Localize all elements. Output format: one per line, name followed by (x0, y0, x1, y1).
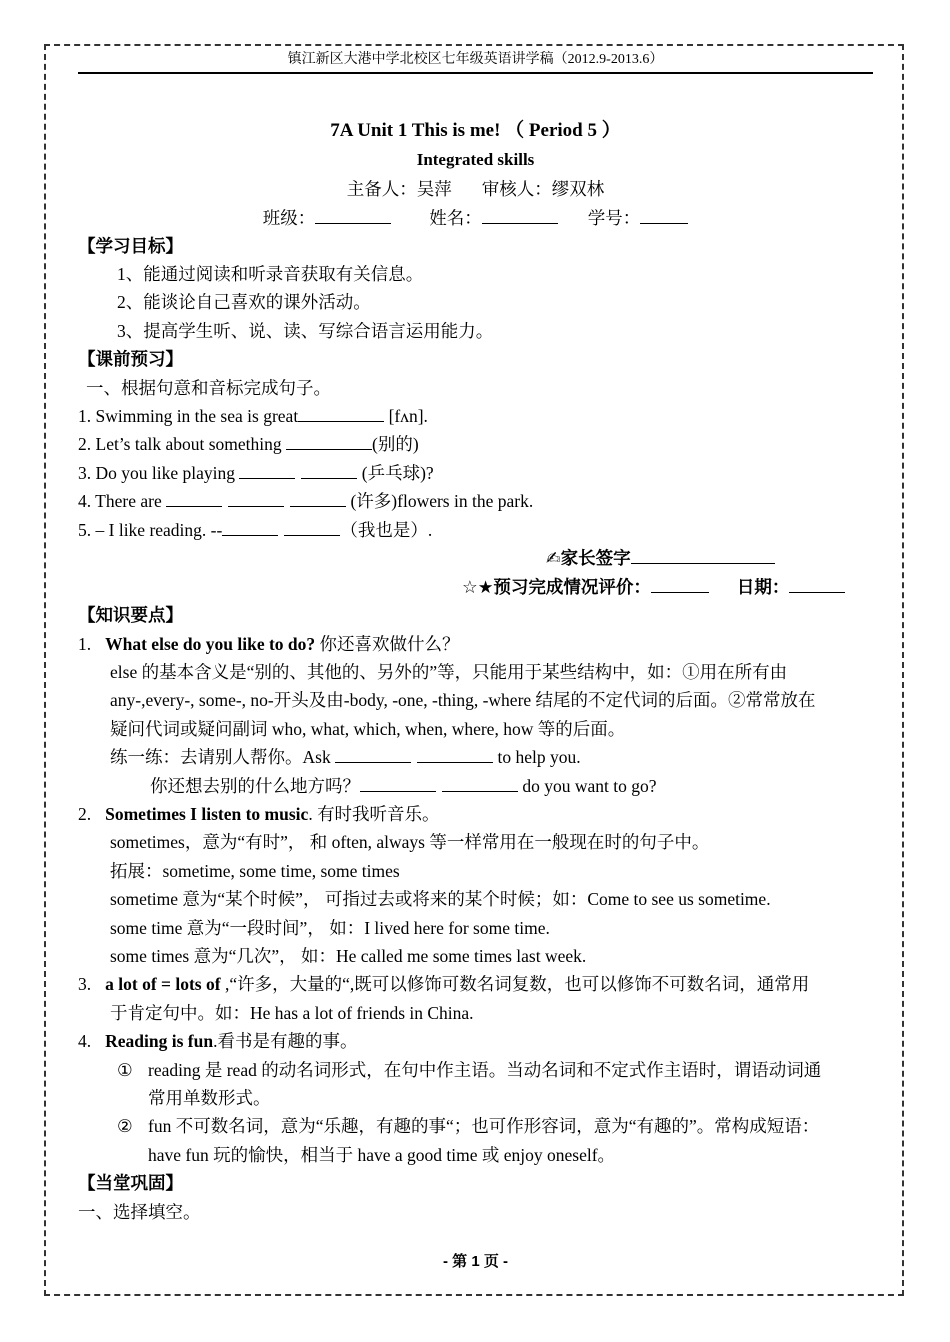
knowledge-point-4 (78, 1028, 357, 1054)
evaluation-field[interactable] (651, 574, 709, 593)
point-text: ,“许多，大量的“,既可以修饰可数名词复数，也可以修饰不可数名词，通常用 (220, 974, 810, 994)
question-hint: （我也是）. (340, 520, 433, 540)
question-hint: (别的) (372, 434, 419, 454)
page-number: - 第 1 页 - (442, 1253, 508, 1270)
answer-blank[interactable] (290, 488, 346, 507)
answer-blank[interactable] (228, 488, 284, 507)
question-text: 3. Do you like playing (78, 463, 240, 483)
practice-line (150, 773, 657, 799)
date-label: 日期： (736, 577, 790, 597)
question-text: 5. – I like reading. -- (78, 520, 223, 540)
signature-label: ✍家长签字 (546, 548, 631, 568)
point-title: What else do you like to do? (105, 634, 316, 654)
parent-signature-line (546, 545, 775, 571)
main-author: 主备人：吴萍 (346, 179, 452, 199)
class-label: 班级： (262, 208, 316, 228)
point-text: else 的基本含义是“别的、其他的、另外的”等，只能用于某些结构中，如：①用在所有由 (110, 662, 788, 682)
point-translation: 你还喜欢做什么？ (315, 634, 460, 654)
name-field[interactable] (482, 205, 558, 224)
objectives-heading: 【学习目标】 (78, 236, 183, 256)
preview-question (78, 403, 428, 429)
class-field[interactable] (315, 205, 391, 224)
point-text: sometime 意为“某个时候”， 可指过去或将来的某个时候；如：Come to see us sometime. (110, 889, 771, 909)
student-info-line (78, 205, 873, 231)
name-label: 姓名： (429, 208, 482, 228)
point-text: 于肯定句中。如：He has a lot of friends in China. (110, 1003, 474, 1023)
point-title: Sometimes I listen to music (105, 804, 309, 824)
answer-blank[interactable] (284, 517, 340, 536)
preview-question (78, 460, 434, 486)
point-text: any-,every-, some-, no-开头及由-body, -one, -thing, -where 结尾的不定代词的后面。②常常放在 (110, 690, 816, 710)
date-field[interactable] (789, 574, 845, 593)
answer-blank[interactable] (222, 517, 278, 536)
point-text: 常用单数形式。 (148, 1088, 271, 1108)
authors-line (78, 176, 873, 202)
question-hint: [fʌn]. (384, 406, 428, 426)
point-text: some times 意为“几次”， 如：He called me some times last week. (110, 946, 587, 966)
point-text: sometimes，意为“有时”， 和 often, always 等一样常用在一般现在时的句子中。 (110, 832, 710, 852)
point-text: some time 意为“一段时间”， 如：I lived here for some time. (110, 918, 550, 938)
evaluation-label: ☆★预习完成情况评价： (462, 577, 651, 597)
consolidation-instruction: 一、选择填空。 (78, 1202, 201, 1222)
knowledge-point-3 (78, 971, 809, 997)
practice-text: 练一练：去请别人帮你。Ask (110, 747, 336, 767)
answer-blank[interactable] (239, 460, 295, 479)
answer-blank[interactable] (301, 460, 357, 479)
objective-item: 1、能通过阅读和听录音获取有关信息。 (117, 264, 424, 284)
practice-text: 你还想去别的什么地方吗？ (150, 776, 360, 796)
practice-text: to help you. (493, 747, 581, 767)
question-text: 4. There are (78, 491, 167, 511)
page-header: 镇江新区大港中学北校区七年级英语讲学稿（2012.9-2013.6） (78, 50, 873, 74)
preview-question (78, 431, 419, 457)
preview-question (78, 517, 432, 543)
reviewer: 审核人：缪双林 (481, 179, 605, 199)
point-text: reading 是 read 的动名词形式，在句中作主语。当动名词和不定式作主语时，谓语动词通 (148, 1060, 822, 1080)
point-text: have fun 玩的愉快，相当于 have a good time 或 enjoy oneself。 (148, 1145, 616, 1165)
point-title: a lot of = lots of (105, 974, 221, 994)
id-label: 学号： (587, 208, 641, 228)
answer-blank[interactable] (298, 403, 384, 422)
question-hint: (乒乓球)? (357, 463, 434, 483)
consolidation-heading: 【当堂巩固】 (78, 1173, 183, 1193)
question-hint: (许多)flowers in the park. (346, 491, 534, 511)
preview-instruction: 一、根据句意和音标完成句子。 (86, 378, 331, 398)
point-text: fun 不可数名词，意为“乐趣，有趣的事“；也可作形容词，意为“有趣的”。常构成短语： (148, 1116, 820, 1136)
evaluation-line (462, 574, 845, 600)
knowledge-point-2 (78, 801, 440, 827)
point-translation: . 有时我听音乐。 (308, 804, 440, 824)
preview-heading: 【课前预习】 (78, 349, 183, 369)
sub-point-marker: ① (117, 1060, 133, 1080)
answer-blank[interactable] (166, 488, 222, 507)
answer-blank[interactable] (335, 744, 411, 763)
question-text: 1. Swimming in the sea is great (78, 406, 299, 426)
point-number: 4. (78, 1031, 92, 1051)
answer-blank[interactable] (417, 744, 493, 763)
point-number: 3. (78, 974, 92, 994)
question-text: 2. Let’s talk about something (78, 434, 287, 454)
point-number: 1. (78, 634, 92, 654)
practice-line (110, 744, 581, 770)
knowledge-heading: 【知识要点】 (78, 605, 183, 625)
point-translation: .看书是有趣的事。 (213, 1031, 358, 1051)
sub-point-marker: ② (117, 1116, 133, 1136)
id-field[interactable] (640, 205, 688, 224)
knowledge-point-1 (78, 631, 460, 657)
point-title: Reading is fun (105, 1031, 214, 1051)
answer-blank[interactable] (442, 773, 518, 792)
lesson-title: 7A Unit 1 This is me! （ Period 5 ） (330, 120, 621, 141)
objective-item: 2、能谈论自己喜欢的课外活动。 (117, 292, 371, 312)
point-text: 疑问代词或疑问副词 who, what, which, when, where, how 等的后面。 (110, 719, 626, 739)
point-text: 拓展：sometime, some time, some times (110, 861, 400, 881)
answer-blank[interactable] (286, 431, 372, 450)
lesson-subtitle: Integrated skills (416, 150, 535, 169)
answer-blank[interactable] (360, 773, 436, 792)
preview-question (78, 488, 533, 514)
objective-item: 3、提高学生听、说、读、写综合语言运用能力。 (117, 321, 494, 341)
signature-field[interactable] (631, 545, 775, 564)
practice-text: do you want to go? (518, 776, 657, 796)
point-number: 2. (78, 804, 92, 824)
